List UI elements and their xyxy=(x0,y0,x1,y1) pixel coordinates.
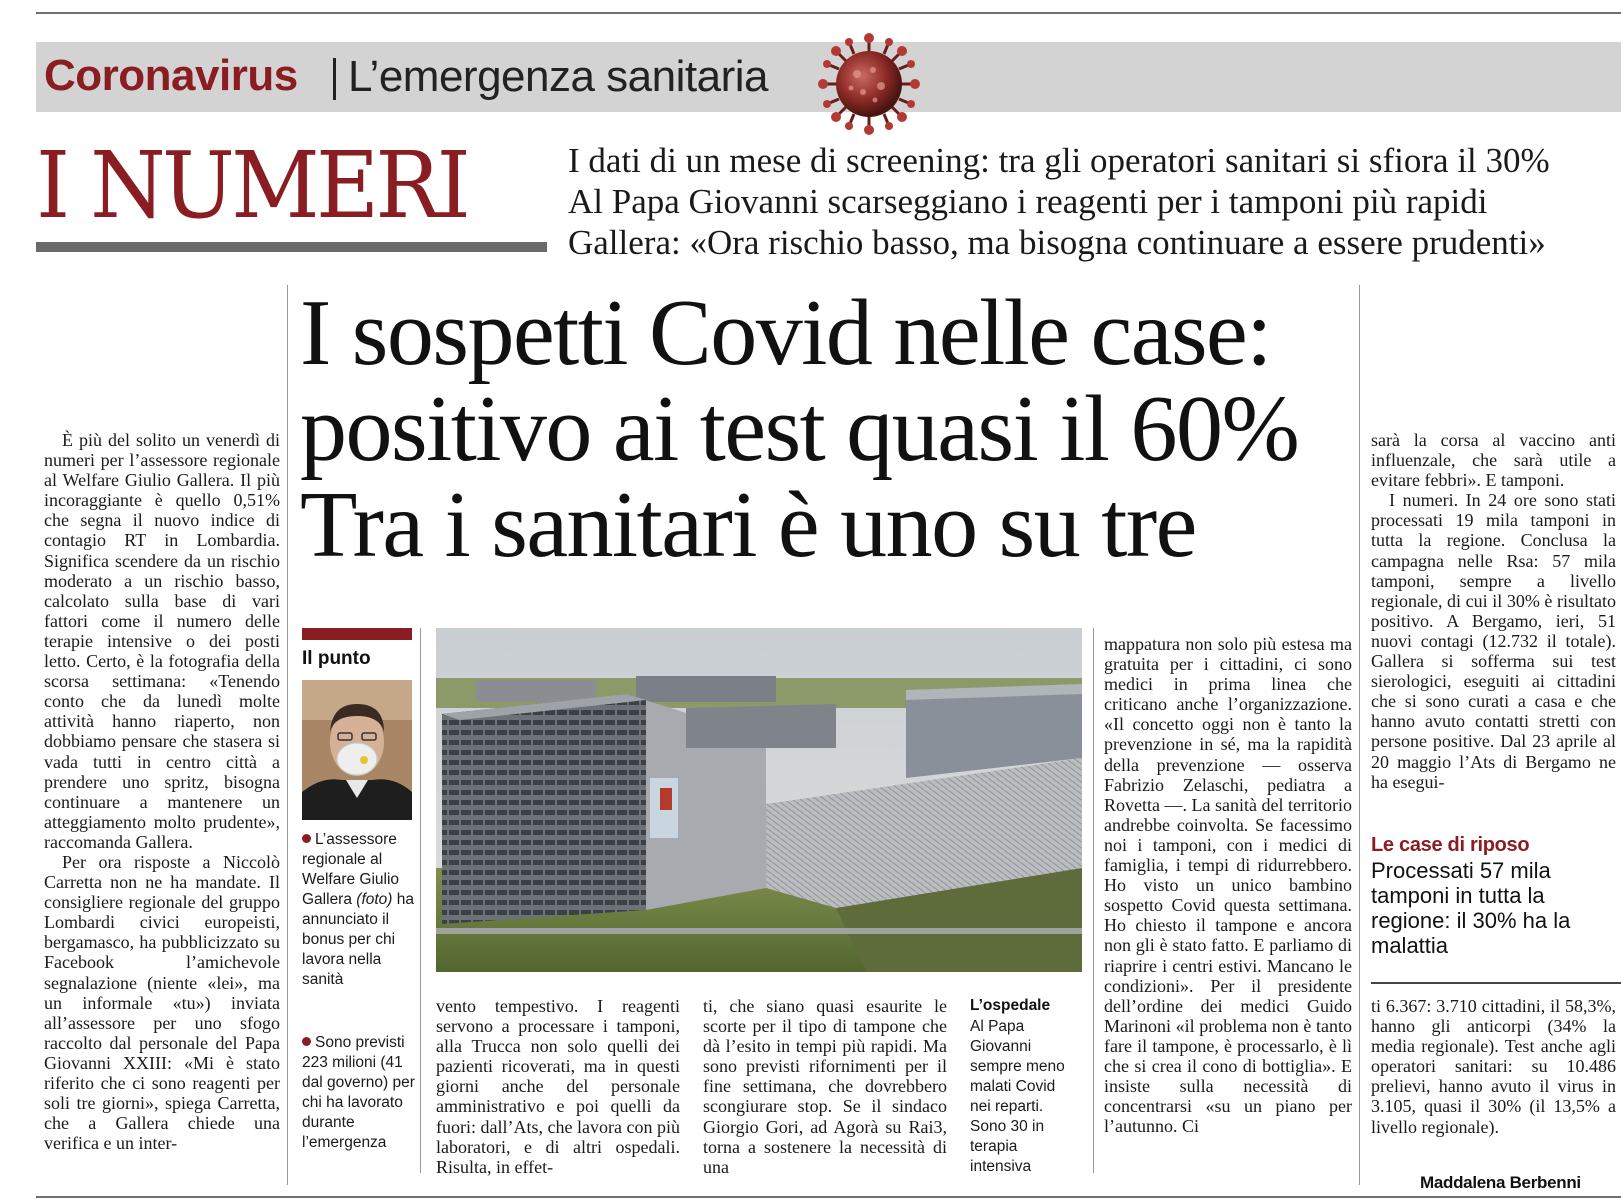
article-column-6-top xyxy=(1371,430,1616,792)
box-label: Il punto xyxy=(302,648,371,669)
box-note-text: Sono previsti 223 milioni (41 dal governo) per chi ha lavorato durante l’emergenza xyxy=(302,1034,415,1151)
article-column-5 xyxy=(1104,634,1352,1136)
headline-line: Tra i sanitari è uno su tre xyxy=(300,473,1196,577)
box-note-text: L’assessore regionale al Welfare Giulio Gallera xyxy=(302,831,400,908)
headline-line: I sospetti Covid nelle case: xyxy=(300,281,1271,385)
article-paragraph: È più del solito un venerdì di numeri per l’assessore regionale al Welfare Giulio Gallera. Il più incoraggiante è quello 0,51% che segna il nuovo indice di contagio RT in Lombardia. Significa scendere da un rischio moderato a un rischio basso, calcolato sulla base di vari fattori come il numero delle terapie intensive o dei posti letto. Certo, è la fotografia della scorsa settimana: «Tenendo conto che da lunedì molte attività hanno riaperto, non dobbiamo pensare che stasera si vada tutti in centro città a prendere uno spritz, bisogna continuare a mantenere un atteggiamento molto prudente», raccomanda Gallera. xyxy=(44,430,280,852)
kicker-coronavirus: Coronavirus xyxy=(44,51,298,100)
kicker-separator xyxy=(333,58,336,100)
article-paragraph: I numeri. In 24 ore sono stati processati 19 mila tamponi in tutta la regione. Conclusa la campagna nelle Rsa: 57 mila tamponi, sempre a livello regionale, di cui il 30% è risultato positivo. A Bergamo, ieri, 51 nuovi contagi (12.732 il totale). Gallera si sofferma sui test sierologici, eseguiti ai cittadini che si sono curati a casa e che hanno avuto contatti stretti con persone positive. Dal 23 aprile al 20 maggio l’Ats di Bergamo ne ha esegui- xyxy=(1371,490,1616,792)
headline-line: positivo ai test quasi il 60% xyxy=(300,377,1299,481)
article-paragraph: ti, che siano quasi esaurite le scorte per il tipo di tampone che dà l’esito in tempi più rapidi. Ma sono previsti rifornimenti per il fine settimana, che dovrebbero scongiurare stop. Se il sindaco Giorgio Gori, ad Agorà su Rai3, torna a sostenere la necessità di una xyxy=(703,996,947,1177)
column-divider xyxy=(1093,628,1094,1173)
bullet-dot-icon xyxy=(302,834,311,843)
box-accent-rule xyxy=(302,628,412,640)
author-byline: Maddalena Berbenni xyxy=(1420,1173,1581,1192)
article-paragraph: sarà la corsa al vaccino anti influenzale, che sarà utile a evitare febbri». E tamponi. xyxy=(1371,430,1616,491)
hospital-photo xyxy=(436,628,1082,972)
column-divider xyxy=(287,285,288,1185)
article-paragraph: vento tempestivo. I reagenti servono a processare i tamponi, alla Trucca non solo quelli dei pazienti ricoverati, ma in questi giorni anche del personale amministrativo e poi quelli da fuori: dall’Ats, che lavora con più laboratori, e di altri ospedali. Risulta, in effet- xyxy=(436,996,680,1177)
rsa-box-title: Le case di riposo xyxy=(1371,834,1530,856)
headline xyxy=(300,281,1360,577)
subhead-line: Al Papa Giovanni scarseggiano i reagenti per i tamponi più rapidi xyxy=(568,182,1488,221)
article-paragraph: ti 6.367: 3.710 cittadini, il 58,3%, hanno gli anticorpi (34% la media regionale). Test anche agli operatori sanitari: su 10.486 prelievi, hanno avuto il virus in 3.105, quasi il 30% (il 13,5% a livello regionale). xyxy=(1371,996,1616,1137)
subhead-line: Gallera: «Ora rischio basso, ma bisogna continuare a essere prudenti» xyxy=(568,223,1546,262)
box-note-2 xyxy=(302,1033,422,1153)
rsa-box-rule xyxy=(1371,982,1621,984)
coronavirus-icon xyxy=(815,30,923,138)
gallera-portrait-image xyxy=(302,680,412,820)
box-note-1 xyxy=(302,830,422,990)
article-paragraph: mappatura non solo più estesa ma gratuita per i cittadini, ci sono medici in prima linea che criticano anche l’organizzazione. «Il concetto oggi non è tanto la prevenzione in sé, ma la rapidità della prevenzione — osserva Fabrizio Zelaschi, pediatra a Rovetta —. La sanità del territorio andrebbe coinvolta. Se facessimo noi i tamponi, con i medici di famiglia, i tempi di ridurrebbero. Ho visto un unico bambino sospetto Covid questa settimana. Ho chiesto il tampone e ancora non gli è stato fatto. E parliamo di riaprire i centri estivi. Mancano le condizioni». Per il presidente dell’ordine dei medici Guido Marinoni «il problema non è tanto fare il tampone, è processarlo, è lì che si crea il cono di bottiglia». E insiste sulla necessità di concentrarsi «su un piano per l’autunno. Ci xyxy=(1104,634,1352,1137)
bullet-dot-icon xyxy=(302,1037,311,1046)
article-column-4 xyxy=(703,996,947,1177)
kicker-emergency: L’emergenza sanitaria xyxy=(348,52,768,101)
photo-caption-title: L’ospedale xyxy=(970,997,1051,1014)
box-note-text: ha annunciato il bonus per chi lavora nella sanità xyxy=(302,891,415,988)
top-rule xyxy=(36,12,1621,14)
article-column-1 xyxy=(44,430,280,1153)
subheads xyxy=(568,140,1621,263)
box-note-foto: (foto) xyxy=(356,891,393,908)
article-column-6-bottom xyxy=(1371,996,1616,1137)
article-paragraph: Per ora risposte a Niccolò Carretta non ne ha mandate. Il consigliere regionale del gruppo Lombardi civici europeisti, bergamasco, ha pubblicizzato su Facebook l’amichevole segnalazione (niente «lei», ma un informale «tu») inviata all’assessore per uno sfogo raccolto dal personale del Papa Giovanni XXIII: «Mi è stato riferito che ci sono reagenti per soli tre giorni», spiega Carretta, che a Gallera chiede una verifica e un inter- xyxy=(44,851,280,1154)
bottom-rule xyxy=(36,1196,1621,1198)
article-column-3 xyxy=(436,996,680,1177)
section-title: I NUMERI xyxy=(36,132,468,239)
photo-caption-body: Al Papa Giovanni sempre meno malati Covid nei reparti. Sono 30 in terapia intensiva xyxy=(970,1018,1065,1175)
rsa-box-body: Processati 57 mila tamponi in tutta la regione: il 30% ha la malattia xyxy=(1371,858,1571,958)
subhead-line: I dati di un mese di screening: tra gli operatori sanitari si sfiora il 30% xyxy=(568,141,1550,180)
section-title-rule xyxy=(36,242,547,252)
